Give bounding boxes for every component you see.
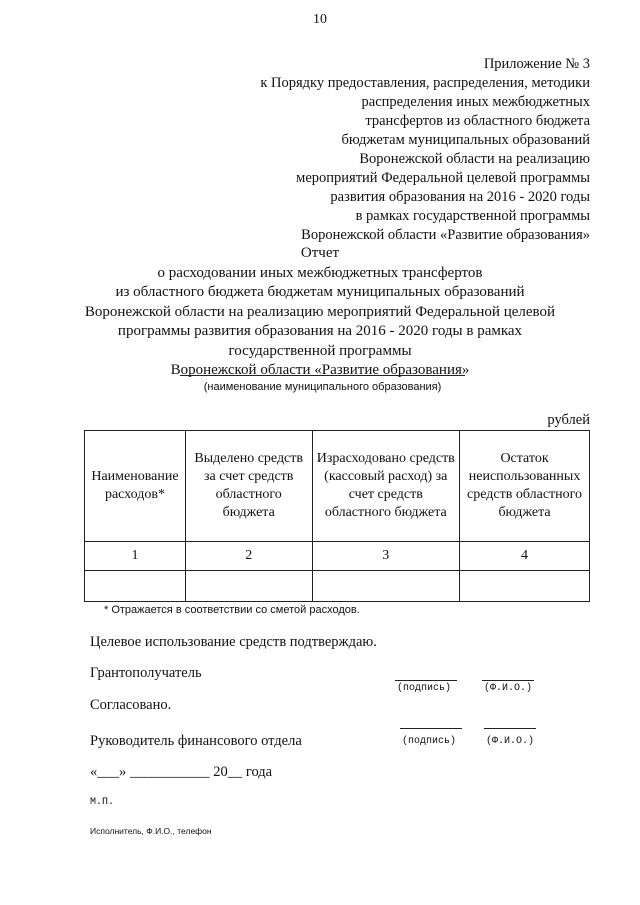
- confirmation-text: Целевое использование средств подтверждаю.: [90, 634, 377, 650]
- grantee-label: Грантополучатель: [90, 665, 202, 681]
- finance-head-name-caption: (Ф.И.О.): [486, 736, 535, 747]
- appendix-line: развития образования на 2016 - 2020 годы: [330, 189, 590, 205]
- report-title: [70, 244, 570, 381]
- currency-label: рублей: [547, 412, 590, 428]
- grantee-name-caption: (Ф.И.О.): [484, 683, 533, 694]
- appendix-line: Воронежской области на реализацию: [359, 151, 590, 167]
- expenses-table: [84, 430, 590, 602]
- appendix-line: распределения иных межбюджетных: [361, 94, 590, 110]
- finance-head-signature-caption: (подпись): [402, 736, 457, 747]
- appendix-line: к Порядку предоставления, распределения, методики: [260, 75, 590, 91]
- header-remaining-funds: Остаток неиспользованных средств областного бюджета: [460, 431, 590, 542]
- table-row: [85, 571, 590, 602]
- header-spent-funds: Израсходовано средств (кассовый расход) за счет средств областного бюджета: [312, 431, 460, 542]
- column-number-cell: 2: [185, 542, 312, 571]
- finance-head-name-line[interactable]: [484, 728, 536, 729]
- table-header-row: [85, 431, 590, 542]
- executor-label: Исполнитель, Ф.И.О., телефон: [90, 826, 212, 836]
- column-number-cell: 4: [460, 542, 590, 571]
- appendix-heading: [230, 55, 590, 245]
- finance-head-label: Руководитель финансового отдела: [90, 733, 302, 749]
- table-cell[interactable]: [460, 571, 590, 602]
- appendix-line: Приложение № 3: [483, 56, 590, 72]
- header-expense-name: Наименование расходов*: [85, 431, 186, 542]
- municipality-fill-line[interactable]: [180, 375, 465, 376]
- table-cell[interactable]: [85, 571, 186, 602]
- report-title-line: Воронежской области на реализацию мероприятий Федеральной целевой: [84, 303, 556, 320]
- date-line[interactable]: «___» ___________ 20__ года: [90, 764, 273, 780]
- report-title-line: о расходовании иных межбюджетных трансфертов: [157, 264, 483, 281]
- report-title-line: из областного бюджета бюджетам муниципальных образований: [115, 284, 525, 300]
- footnote: * Отражается в соответствии со сметой расходов.: [104, 604, 360, 616]
- column-number-row: [85, 542, 590, 571]
- grantee-name-line[interactable]: [482, 680, 534, 681]
- finance-head-signature-line[interactable]: [400, 728, 462, 729]
- report-title-line: государственной программы: [228, 342, 412, 359]
- report-title-line: Воронежской области «Развитие образования»: [170, 362, 470, 378]
- grantee-signature-line[interactable]: [395, 680, 457, 681]
- appendix-line: в рамках государственной программы: [355, 208, 590, 224]
- report-title-line: программы развития образования на 2016 - 2020 годы в рамках: [117, 323, 523, 339]
- table-cell[interactable]: [312, 571, 460, 602]
- appendix-line: трансфертов из областного бюджета: [365, 113, 590, 129]
- page-number: 10: [313, 12, 327, 27]
- appendix-line: Воронежской области «Развитие образования»: [301, 227, 590, 243]
- grantee-signature-caption: (подпись): [397, 683, 452, 694]
- report-title-line: Отчет: [300, 245, 340, 261]
- header-allocated-funds: Выделено средств за счет средств областного бюджета: [185, 431, 312, 542]
- appendix-line: мероприятий Федеральной целевой программы: [296, 170, 590, 186]
- stamp-place-label: М.П.: [90, 797, 115, 808]
- table-cell[interactable]: [185, 571, 312, 602]
- agreed-label: Согласовано.: [90, 697, 172, 713]
- municipality-caption: (наименование муниципального образования): [203, 381, 442, 393]
- column-number-cell: 1: [85, 542, 186, 571]
- appendix-line: бюджетам муниципальных образований: [341, 132, 590, 148]
- column-number-cell: 3: [312, 542, 460, 571]
